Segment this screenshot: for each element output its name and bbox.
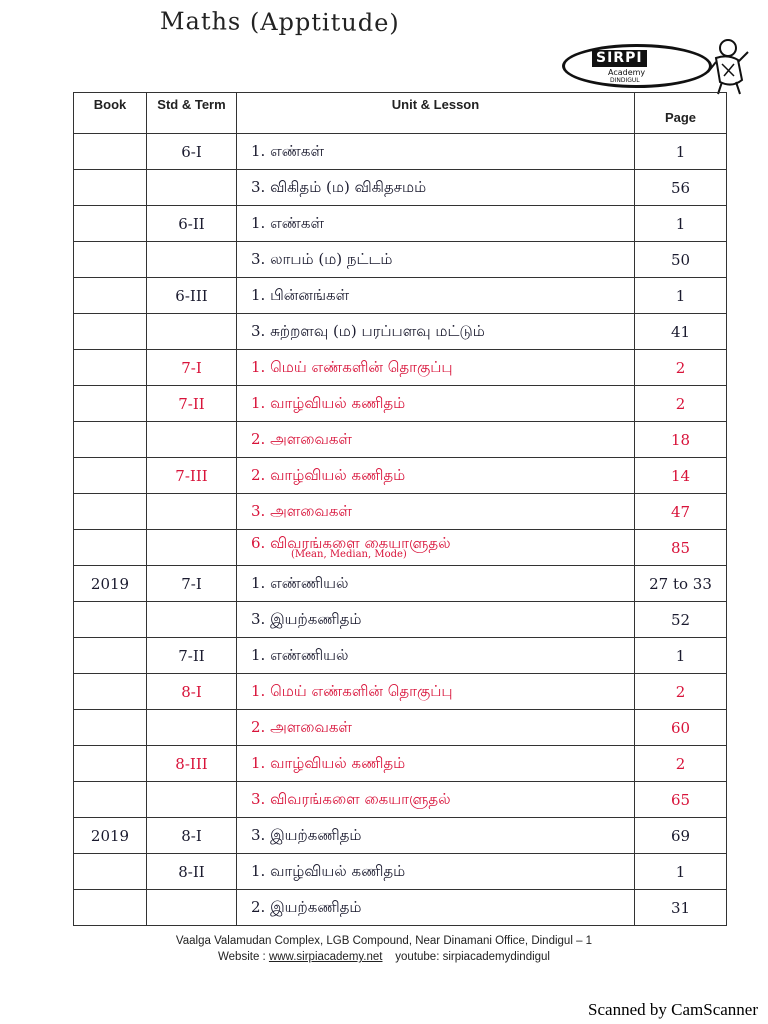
book-cell — [74, 530, 147, 566]
table-row — [74, 422, 727, 458]
std-term-cell — [147, 782, 237, 818]
page-cell: 41 — [635, 314, 727, 350]
std-term-cell — [147, 242, 237, 278]
logo-place-text: DINDIGUL — [610, 77, 640, 84]
book-cell — [74, 710, 147, 746]
book-cell — [74, 674, 147, 710]
book-cell — [74, 854, 147, 890]
unit-lesson-cell: 3. விவரங்களை கையாளுதல் — [237, 782, 635, 818]
table-row — [74, 386, 727, 422]
page-cell: 1 — [635, 134, 727, 170]
unit-lesson-cell: 3. லாபம் (ம) நட்டம் — [237, 242, 635, 278]
std-term-cell: 7-II — [147, 638, 237, 674]
book-cell — [74, 458, 147, 494]
logo-sub-text — [608, 68, 645, 84]
book-cell — [74, 890, 147, 926]
table-header-row — [74, 93, 727, 134]
unit-lesson-cell: 1. எண்ணியல் — [237, 566, 635, 602]
unit-lesson-cell: 1. மெய் எண்களின் தொகுப்பு — [237, 350, 635, 386]
std-term-cell: 8-I — [147, 818, 237, 854]
table-row — [74, 350, 727, 386]
std-term-cell — [147, 602, 237, 638]
unit-lesson-cell: 1. எண்கள் — [237, 134, 635, 170]
logo-brand-text: SIRPI — [592, 50, 647, 67]
unit-lesson-cell: 1. மெய் எண்களின் தொகுப்பு — [237, 674, 635, 710]
table-row — [74, 242, 727, 278]
page-cell: 31 — [635, 890, 727, 926]
book-cell — [74, 386, 147, 422]
page-cell: 2 — [635, 674, 727, 710]
table-row — [74, 566, 727, 602]
unit-lesson-cell: 1. வாழ்வியல் கணிதம் — [237, 386, 635, 422]
book-cell: 2019 — [74, 818, 147, 854]
page-cell: 56 — [635, 170, 727, 206]
unit-lesson-note: (Mean, Median, Mode) — [291, 548, 407, 560]
table-row — [74, 638, 727, 674]
table-body — [74, 134, 727, 926]
unit-lesson-cell: 2. அளவைகள் — [237, 422, 635, 458]
table-row — [74, 854, 727, 890]
book-cell — [74, 638, 147, 674]
unit-lesson-cell: 3. சுற்றளவு (ம) பரப்பளவு மட்டும் — [237, 314, 635, 350]
unit-lesson-cell: 1. எண்கள் — [237, 206, 635, 242]
page-cell: 2 — [635, 386, 727, 422]
page-cell: 50 — [635, 242, 727, 278]
table-row — [74, 674, 727, 710]
header-std-term: Std & Term — [147, 93, 237, 134]
table-row — [74, 494, 727, 530]
book-cell — [74, 494, 147, 530]
std-term-cell — [147, 422, 237, 458]
unit-lesson-cell: 3. விகிதம் (ம) விகிதசமம் — [237, 170, 635, 206]
book-cell — [74, 278, 147, 314]
table-row — [74, 602, 727, 638]
table-row — [74, 134, 727, 170]
table-row — [74, 782, 727, 818]
mascot-icon — [702, 36, 752, 96]
page-cell: 1 — [635, 854, 727, 890]
syllabus-table — [73, 92, 727, 926]
page-cell: 1 — [635, 278, 727, 314]
std-term-cell — [147, 890, 237, 926]
std-term-cell: 7-I — [147, 350, 237, 386]
std-term-cell: 8-III — [147, 746, 237, 782]
unit-lesson-cell: 2. வாழ்வியல் கணிதம் — [237, 458, 635, 494]
book-cell — [74, 170, 147, 206]
table-row — [74, 206, 727, 242]
book-cell — [74, 314, 147, 350]
table-row — [74, 458, 727, 494]
std-term-cell: 6-I — [147, 134, 237, 170]
page-cell: 14 — [635, 458, 727, 494]
std-term-cell — [147, 530, 237, 566]
unit-lesson-cell: 1. வாழ்வியல் கணிதம் — [237, 854, 635, 890]
std-term-cell: 6-III — [147, 278, 237, 314]
std-term-cell: 6-II — [147, 206, 237, 242]
unit-lesson-cell: 2. இயற்கணிதம் — [237, 890, 635, 926]
table-row — [74, 314, 727, 350]
page-cell: 2 — [635, 746, 727, 782]
table-row — [74, 278, 727, 314]
unit-lesson-cell: 2. அளவைகள் — [237, 710, 635, 746]
std-term-cell — [147, 314, 237, 350]
book-cell — [74, 350, 147, 386]
header-book: Book — [74, 93, 147, 134]
page-cell: 2 — [635, 350, 727, 386]
unit-lesson-cell: 1. வாழ்வியல் கணிதம் — [237, 746, 635, 782]
std-term-cell — [147, 710, 237, 746]
page-cell: 47 — [635, 494, 727, 530]
unit-lesson-text: 6. விவரங்களை கையாளுதல் — [251, 533, 451, 552]
book-cell — [74, 134, 147, 170]
book-cell — [74, 206, 147, 242]
std-term-cell: 8-I — [147, 674, 237, 710]
book-cell — [74, 602, 147, 638]
book-cell — [74, 422, 147, 458]
table-row — [74, 890, 727, 926]
page-cell: 1 — [635, 206, 727, 242]
book-cell — [74, 242, 147, 278]
std-term-cell: 7-II — [147, 386, 237, 422]
page-cell: 60 — [635, 710, 727, 746]
std-term-cell: 7-I — [147, 566, 237, 602]
page-cell: 27 to 33 — [635, 566, 727, 602]
logo-academy-text: Academy — [608, 68, 646, 77]
table-row — [74, 170, 727, 206]
unit-lesson-cell: 3. அளவைகள் — [237, 494, 635, 530]
unit-lesson-cell — [237, 530, 635, 566]
table-row — [74, 818, 727, 854]
page-cell: 69 — [635, 818, 727, 854]
header-page: Page — [635, 93, 727, 134]
unit-lesson-cell: 1. எண்ணியல் — [237, 638, 635, 674]
page-cell: 65 — [635, 782, 727, 818]
page-cell: 85 — [635, 530, 727, 566]
website-link[interactable]: www.sirpiacademy.net — [268, 951, 383, 963]
table-row — [74, 746, 727, 782]
std-term-cell — [147, 170, 237, 206]
camscanner-watermark: Scanned by CamScanner — [588, 1000, 758, 1019]
footer-links — [0, 951, 768, 963]
footer-address: Vaalga Valamudan Complex, LGB Compound, Near Dinamani Office, Dindigul – 1 — [175, 935, 593, 947]
unit-lesson-cell: 3. இயற்கணிதம் — [237, 602, 635, 638]
std-term-cell — [147, 494, 237, 530]
table-row — [74, 710, 727, 746]
book-cell — [74, 782, 147, 818]
sirpi-academy-logo — [562, 42, 752, 98]
std-term-cell: 7-III — [147, 458, 237, 494]
book-cell: 2019 — [74, 566, 147, 602]
book-cell — [74, 746, 147, 782]
youtube-text: youtube: sirpiacademydindigul — [395, 951, 550, 963]
table-row — [74, 530, 727, 566]
page-cell: 52 — [635, 602, 727, 638]
unit-lesson-cell: 3. இயற்கணிதம் — [237, 818, 635, 854]
unit-lesson-cell: 1. பின்னங்கள் — [237, 278, 635, 314]
header-unit-lesson: Unit & Lesson — [237, 93, 635, 134]
page-cell: 18 — [635, 422, 727, 458]
std-term-cell: 8-II — [147, 854, 237, 890]
page-title: Maths (Apptitude) — [159, 6, 400, 38]
website-label: Website : — [218, 951, 266, 963]
page-cell: 1 — [635, 638, 727, 674]
